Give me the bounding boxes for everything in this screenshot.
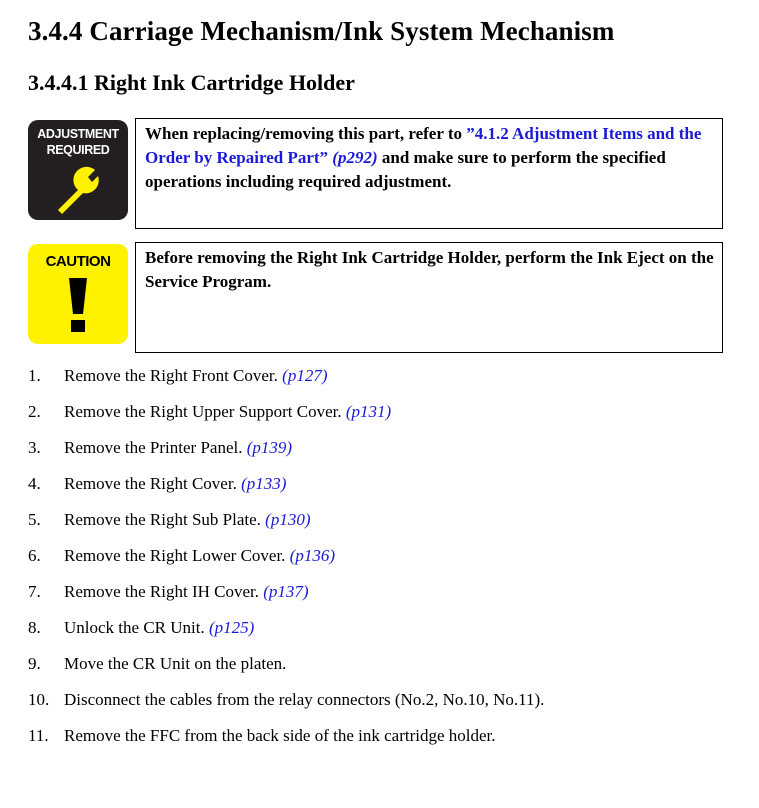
step-text: Remove the Right Lower Cover. — [64, 546, 290, 565]
adjustment-note-link[interactable]: ”4.1.2 Adjustment Items and the Order by Repaired Part” — [145, 124, 702, 167]
caution-note-text: Before removing the Right Ink Cartridge Holder, perform the Ink Eject on the Service Program. — [145, 248, 714, 291]
step-page-link[interactable]: (p139) — [246, 438, 293, 457]
wrench-icon — [50, 160, 106, 216]
exclamation-icon — [66, 274, 90, 334]
step-number: 1. — [28, 366, 41, 385]
step-number: 2. — [28, 402, 41, 421]
step-text: Remove the Printer Panel. — [64, 438, 247, 457]
step-text: Move the CR Unit on the platen. — [64, 654, 287, 673]
procedure-steps — [28, 366, 544, 762]
adjustment-note-box — [135, 118, 723, 229]
step-text: Remove the Right IH Cover. — [64, 582, 264, 601]
step-item — [28, 366, 544, 402]
step-item — [28, 618, 544, 654]
step-item — [28, 402, 544, 438]
step-text: Unlock the CR Unit. — [64, 618, 209, 637]
step-page-link[interactable]: (p130) — [265, 510, 311, 529]
step-item — [28, 546, 544, 582]
adjustment-icon-label — [28, 126, 128, 158]
step-number: 10. — [28, 690, 50, 709]
step-item — [28, 726, 544, 762]
section-heading: 3.4.4 Carriage Mechanism/Ink System Mechanism — [28, 16, 615, 46]
step-page-link[interactable]: (p127) — [282, 366, 328, 385]
step-number: 9. — [28, 654, 41, 673]
adjustment-note-text-before: When replacing/removing this part, refer to — [145, 124, 467, 143]
step-page-link[interactable]: (p137) — [263, 582, 309, 601]
adjustment-icon-label-line2: REQUIRED — [46, 143, 110, 157]
caution-icon-label: CAUTION — [45, 253, 111, 270]
caution-icon — [28, 244, 128, 344]
step-number: 8. — [28, 618, 41, 637]
step-page-link[interactable]: (p133) — [241, 474, 287, 493]
step-text: Remove the Right Sub Plate. — [64, 510, 266, 529]
step-text: Remove the Right Front Cover. — [64, 366, 283, 385]
step-text: Remove the FFC from the back side of the ink cartridge holder. — [64, 726, 496, 745]
step-text: Remove the Right Cover. — [64, 474, 242, 493]
step-text: Remove the Right Upper Support Cover. — [64, 402, 346, 421]
step-number: 6. — [28, 546, 41, 565]
step-item — [28, 438, 544, 474]
step-number: 3. — [28, 438, 41, 457]
step-item — [28, 654, 544, 690]
step-item — [28, 510, 544, 546]
step-item — [28, 690, 544, 726]
subsection-heading: 3.4.4.1 Right Ink Cartridge Holder — [28, 70, 355, 95]
step-page-link[interactable]: (p131) — [345, 402, 392, 421]
step-item — [28, 474, 544, 510]
step-item — [28, 582, 544, 618]
step-number: 11. — [28, 726, 49, 745]
step-page-link[interactable]: (p125) — [208, 618, 255, 637]
step-number: 4. — [28, 474, 41, 493]
step-text: Disconnect the cables from the relay connectors (No.2, No.10, No.11). — [64, 690, 545, 709]
step-number: 7. — [28, 582, 41, 601]
step-page-link[interactable]: (p136) — [289, 546, 336, 565]
step-number: 5. — [28, 510, 41, 529]
adjustment-required-icon — [28, 120, 128, 220]
adjustment-note-link-page[interactable]: (p292) — [332, 148, 378, 167]
adjustment-note-text-after: and make sure to perform the specified operations including required adjustment. — [145, 148, 666, 191]
caution-note-box — [135, 242, 723, 353]
adjustment-icon-label-line1: ADJUSTMENT — [37, 127, 119, 141]
